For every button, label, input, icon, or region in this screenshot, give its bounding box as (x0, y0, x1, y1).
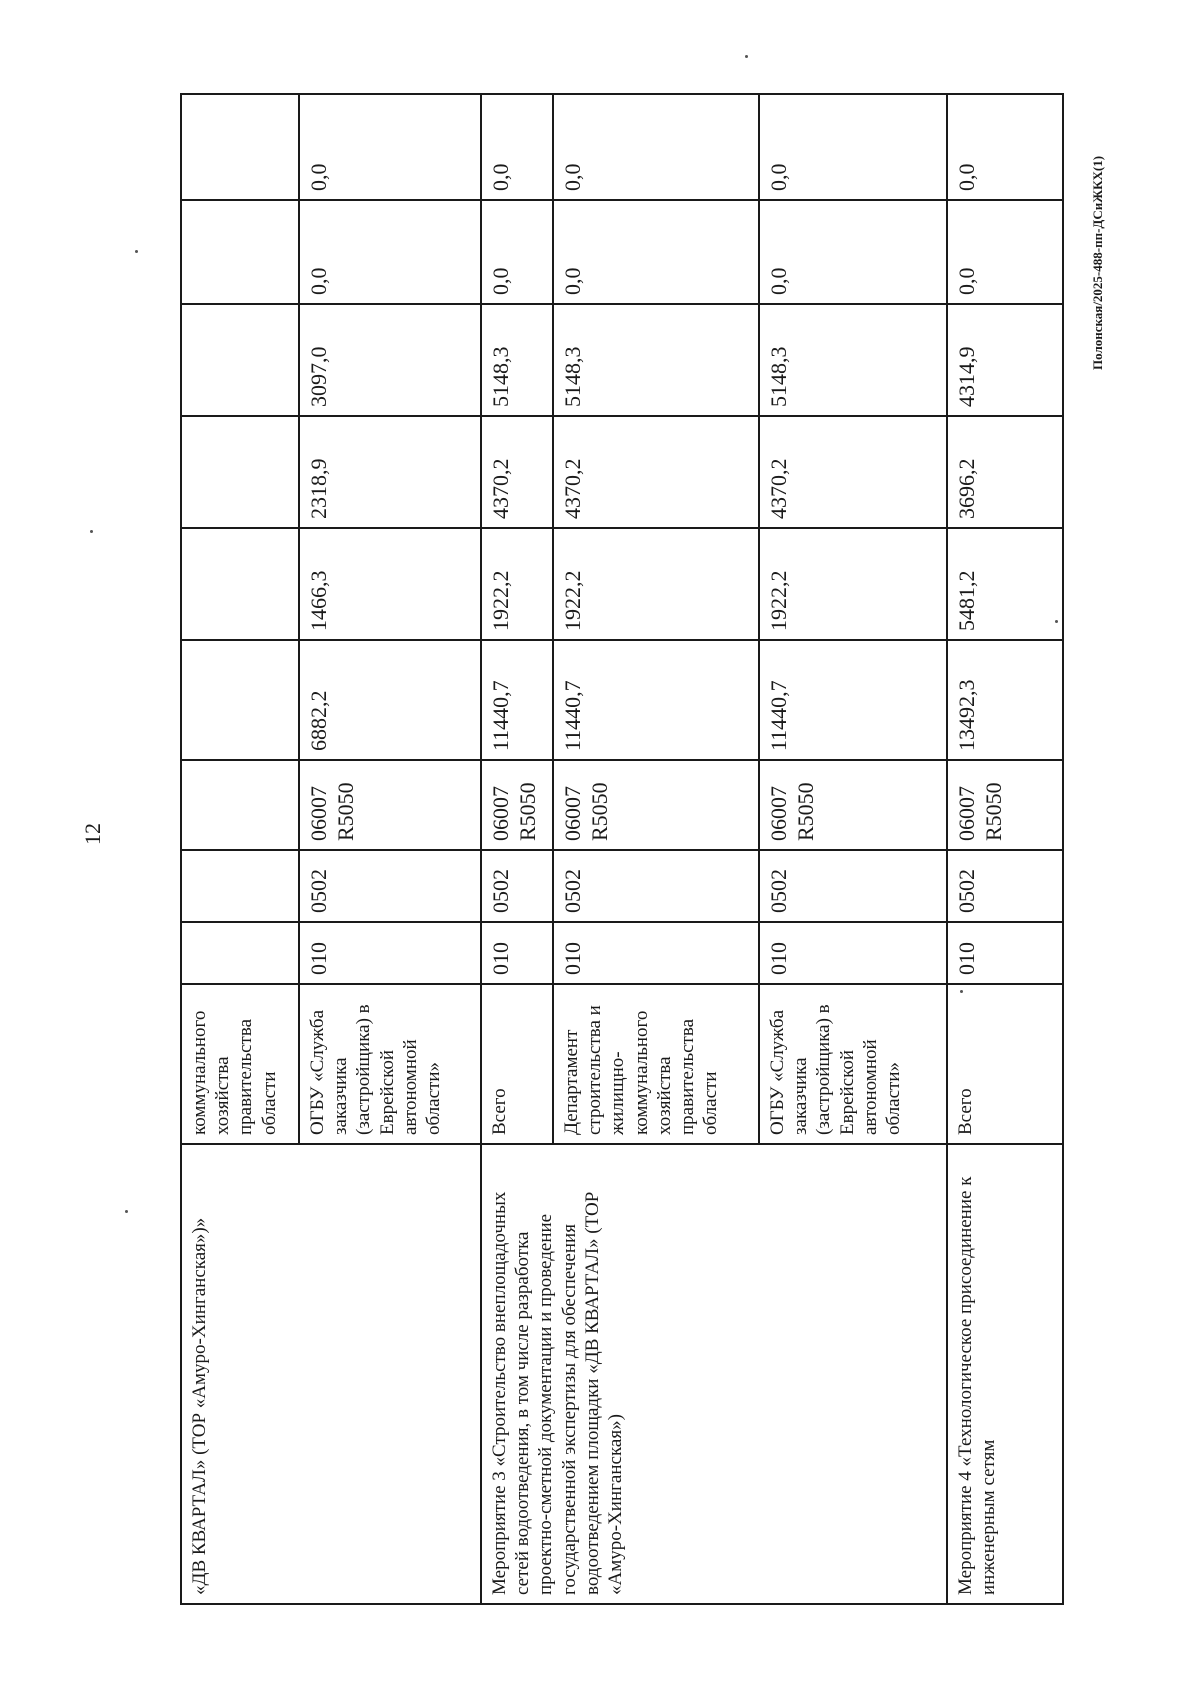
csr-cell: 06007 R5050 (947, 760, 1063, 850)
csr-cell (181, 760, 299, 850)
year2-cell: 3696,2 (947, 416, 1063, 528)
gr-cell: 010 (481, 922, 553, 984)
page-number: 12 (80, 823, 105, 845)
year5-cell: 0,0 (947, 94, 1063, 200)
table-row (181, 94, 299, 1604)
activity-name-cell: «ДВ КВАРТАЛ» (ТОР «Амуро-Хинганская»)» (181, 1144, 481, 1604)
table-row (481, 94, 553, 1604)
executor-cell: ОГБУ «Служба заказчика (застройщика) в Еврейской автономной области» (759, 984, 947, 1144)
year1-cell: 1922,2 (481, 528, 553, 640)
year4-cell: 0,0 (299, 200, 481, 304)
year3-cell: 5148,3 (759, 304, 947, 416)
rz-cell: 0502 (553, 850, 759, 922)
year1-cell: 1922,2 (759, 528, 947, 640)
executor-cell: Департамент строительства и жилищно-коммунального хозяйства правительства области (553, 984, 759, 1144)
year4-cell: 0,0 (947, 200, 1063, 304)
scan-speck (745, 55, 748, 58)
year3-cell: 5148,3 (553, 304, 759, 416)
year2-cell: 4370,2 (553, 416, 759, 528)
executor-cell: Всего (947, 984, 1063, 1144)
year5-cell: 0,0 (553, 94, 759, 200)
year2-cell (181, 416, 299, 528)
gr-cell (181, 922, 299, 984)
scan-speck (125, 1210, 128, 1213)
rz-cell: 0502 (481, 850, 553, 922)
year3-cell (181, 304, 299, 416)
executor-cell: ОГБУ «Служба заказчика (застройщика) в Еврейской автономной области» (299, 984, 481, 1144)
year5-cell: 0,0 (481, 94, 553, 200)
csr-cell: 06007 R5050 (759, 760, 947, 850)
scan-speck (960, 990, 963, 993)
year5-cell (181, 94, 299, 200)
year3-cell: 3097,0 (299, 304, 481, 416)
year4-cell: 0,0 (481, 200, 553, 304)
rz-cell: 0502 (947, 850, 1063, 922)
scan-speck (135, 250, 138, 253)
csr-cell: 06007 R5050 (481, 760, 553, 850)
gr-cell: 010 (759, 922, 947, 984)
year1-cell (181, 528, 299, 640)
budget-table (180, 93, 1064, 1605)
scan-speck (1055, 620, 1058, 623)
year3-cell: 4314,9 (947, 304, 1063, 416)
year3-cell: 5148,3 (481, 304, 553, 416)
csr-cell: 06007 R5050 (299, 760, 481, 850)
total-cell: 11440,7 (759, 640, 947, 760)
year2-cell: 4370,2 (759, 416, 947, 528)
year2-cell: 4370,2 (481, 416, 553, 528)
year5-cell: 0,0 (299, 94, 481, 200)
executor-cell: коммунального хозяйства правительства области (181, 984, 299, 1144)
year1-cell: 1922,2 (553, 528, 759, 640)
executor-cell: Всего (481, 984, 553, 1144)
activity-name-cell: Мероприятие 3 «Строительство внеплощадочных сетей водоотведения, в том числе разработка проектно-сметной документации и проведение государственной экспертизы для обеспечения водоотведением площадки «ДВ КВАРТАЛ» (ТОР «Амуро-Хинганская») (481, 1144, 947, 1604)
year1-cell: 1466,3 (299, 528, 481, 640)
gr-cell: 010 (553, 922, 759, 984)
year4-cell: 0,0 (759, 200, 947, 304)
total-cell: 11440,7 (481, 640, 553, 760)
total-cell (181, 640, 299, 760)
year4-cell (181, 200, 299, 304)
year5-cell: 0,0 (759, 94, 947, 200)
year4-cell: 0,0 (553, 200, 759, 304)
activity-name-cell: Мероприятие 4 «Технологическое присоединение к инженерным сетям (947, 1144, 1063, 1604)
rotated-table-container (180, 95, 1062, 1605)
year1-cell: 5481,2 (947, 528, 1063, 640)
table-row (947, 94, 1063, 1604)
year2-cell: 2318,9 (299, 416, 481, 528)
total-cell: 13492,3 (947, 640, 1063, 760)
scan-speck (90, 530, 93, 533)
gr-cell: 010 (299, 922, 481, 984)
csr-cell: 06007 R5050 (553, 760, 759, 850)
rz-cell: 0502 (299, 850, 481, 922)
total-cell: 11440,7 (553, 640, 759, 760)
rz-cell: 0502 (759, 850, 947, 922)
document-code: Полонская/2025-488-пп-ДСиЖКХ(1) (1090, 155, 1105, 370)
total-cell: 6882,2 (299, 640, 481, 760)
rz-cell (181, 850, 299, 922)
gr-cell: 010 (947, 922, 1063, 984)
